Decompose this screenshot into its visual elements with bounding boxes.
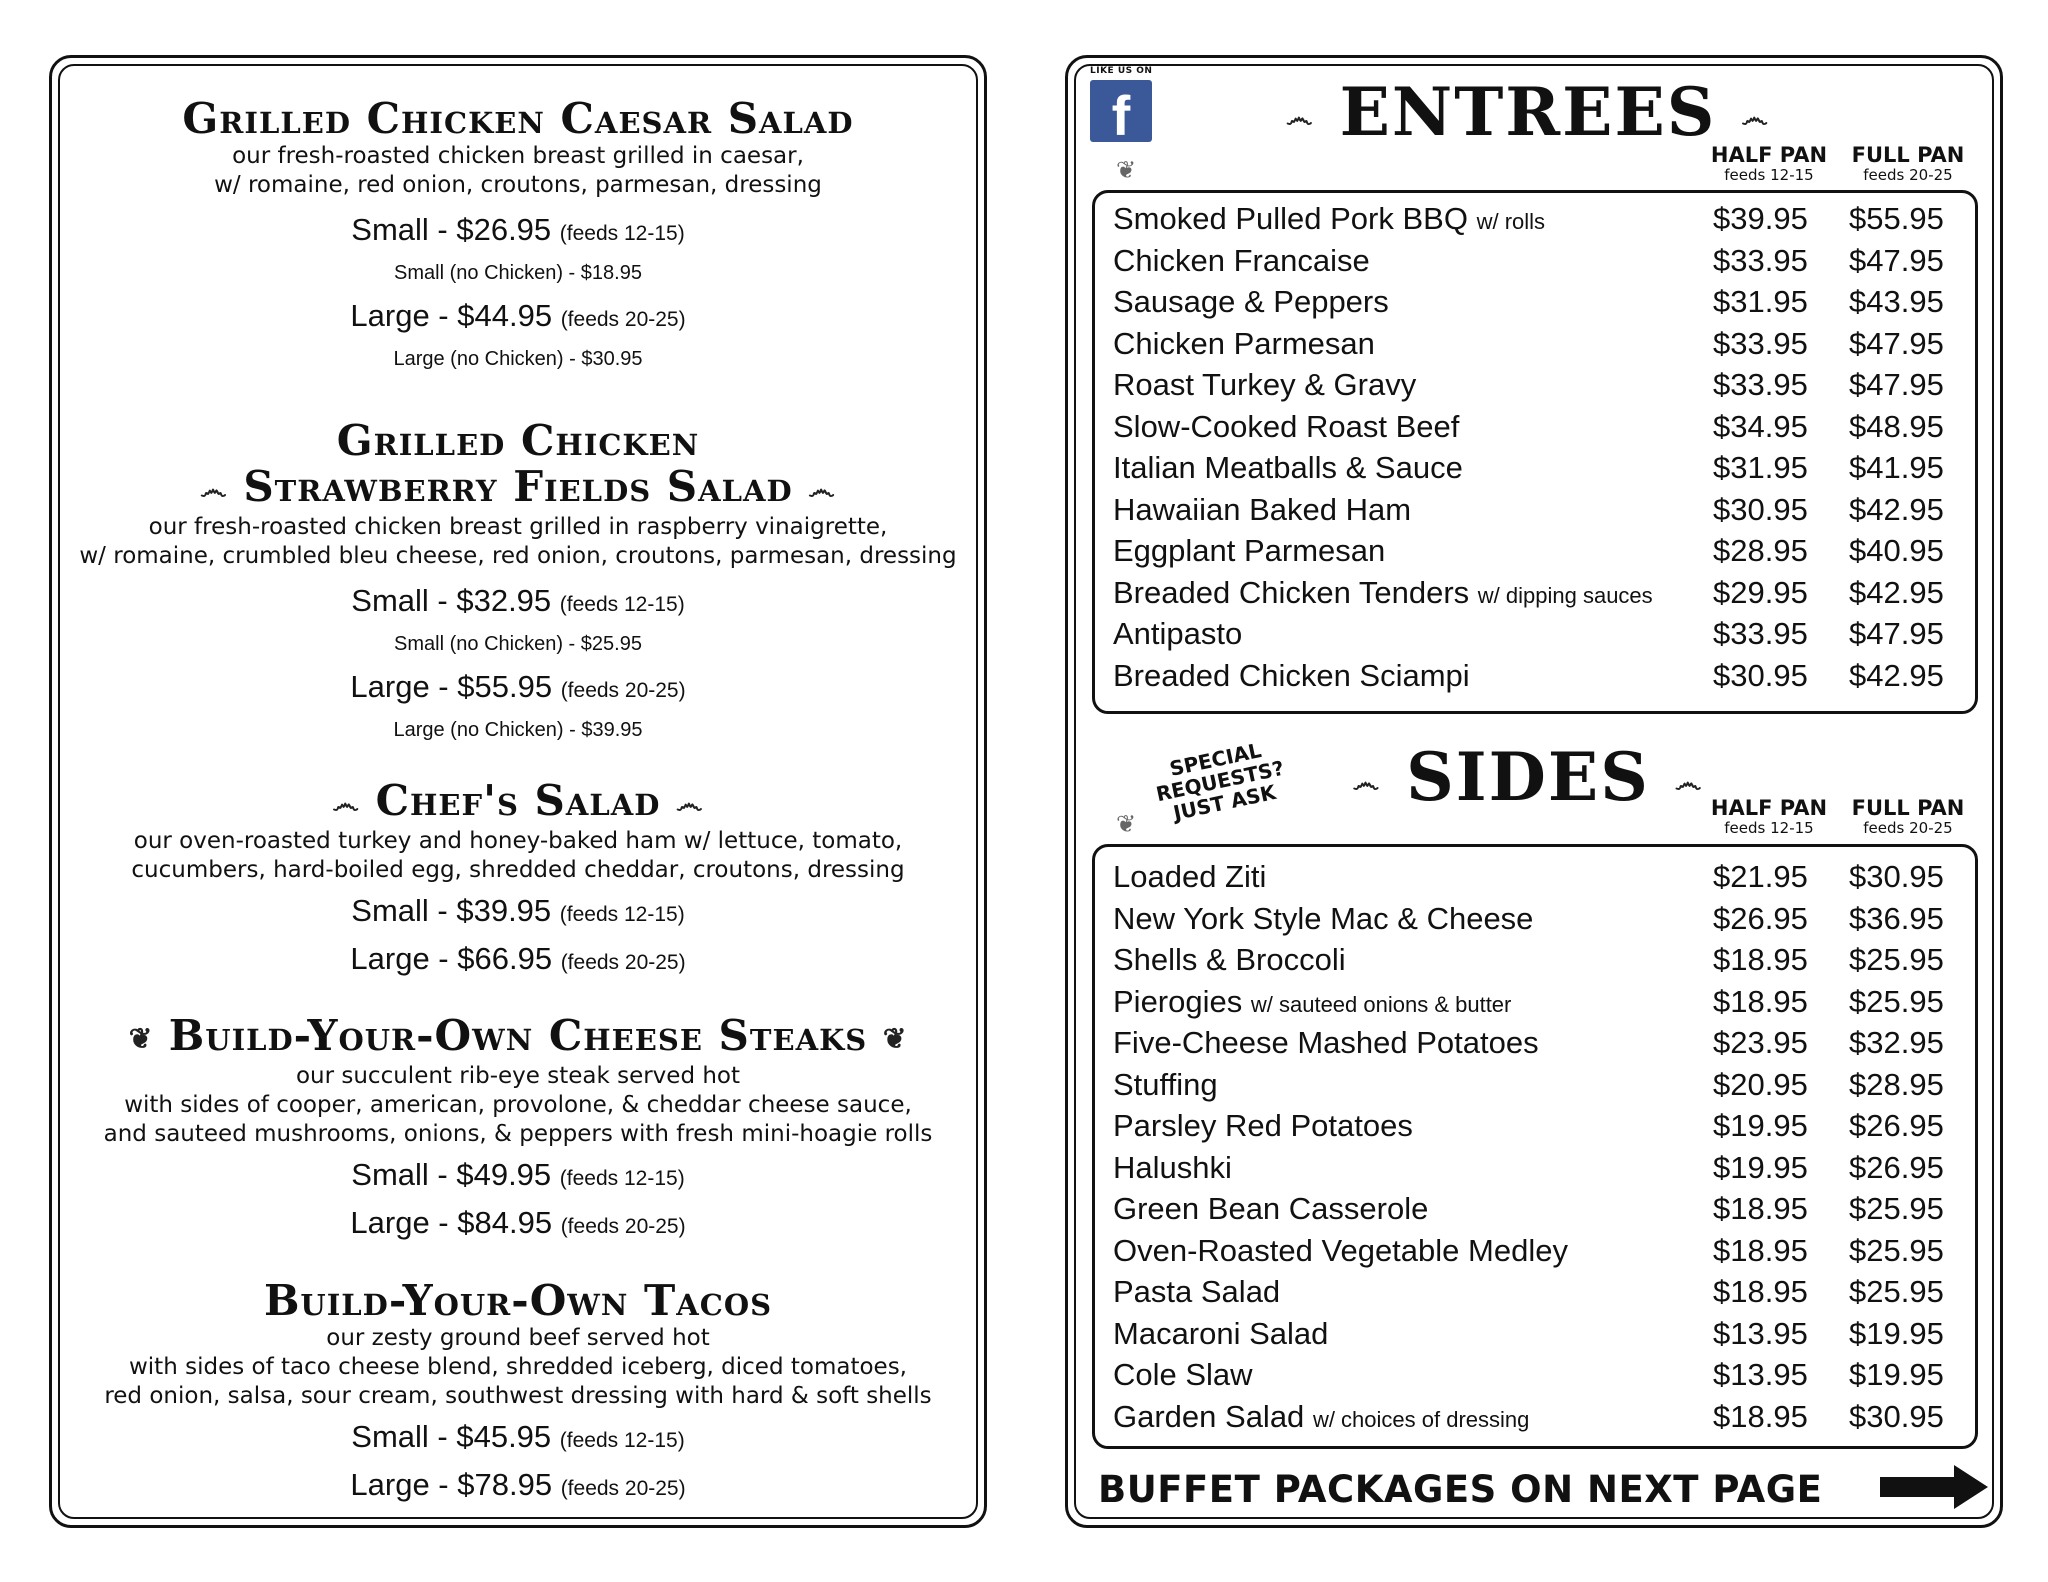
entrees-row (1113, 492, 1963, 533)
entrees-item-label: Chicken Francaise (1113, 242, 1370, 278)
sides-item-label: Cole Slaw (1113, 1357, 1253, 1392)
sides-row (1113, 1108, 1963, 1149)
sides-row (1113, 901, 1963, 942)
sides-item-label: Pasta Salad (1113, 1274, 1281, 1309)
sides-item-label: Parsley Red Potatoes (1113, 1108, 1413, 1143)
flourish-left-icon: ෴ (332, 787, 360, 820)
entrees-item-label: Roast Turkey & Gravy (1113, 367, 1417, 402)
cheese-steaks-desc-2: with sides of cooper, american, provolone, & cheddar cheese sauce, (124, 1092, 912, 1118)
entrees-half-price: $29.95 (1713, 574, 1808, 610)
strawberry-salad-title-2-wrap (52, 464, 984, 513)
sides-full-price: $19.95 (1849, 1315, 1944, 1351)
entrees-row (1113, 201, 1963, 242)
crest-left-icon: ❦ (128, 1022, 154, 1055)
sides-item-name (1113, 901, 1533, 937)
tacos-large-feeds: (feeds 20-25) (560, 1477, 686, 1500)
entrees-item-name (1113, 201, 1545, 237)
entrees-full-price: $42.95 (1849, 491, 1944, 527)
entrees-heading-wrap (1248, 73, 1808, 151)
sides-row (1113, 1357, 1963, 1398)
entrees-item-name (1113, 658, 1470, 694)
chefs-salad-title: Chef's Salad (375, 776, 661, 825)
strawberry-salad-section (52, 418, 984, 749)
tacos-small-price (52, 1417, 984, 1461)
chefs-salad-desc-1: our oven-roasted turkey and honey-baked ham w/ lettuce, tomato, (133, 828, 903, 854)
entrees-full-pan-header (1843, 143, 1973, 183)
chefs-small-price (52, 891, 984, 935)
entrees-row (1113, 616, 1963, 657)
sides-item-label: Halushki (1113, 1149, 1232, 1185)
chefs-salad-title-wrap (52, 778, 984, 827)
facebook-icon[interactable]: f (1090, 80, 1152, 142)
strawberry-large-feeds: (feeds 20-25) (560, 679, 686, 702)
entrees-full-price: $42.95 (1849, 657, 1944, 693)
entrees-heading: ENTREES (1339, 73, 1717, 151)
sides-item-label: Green Bean Casserole (1113, 1191, 1429, 1226)
entrees-full-pan-feeds: feeds 20-25 (1863, 166, 1953, 184)
flourish-left-icon: ෴ (200, 473, 228, 506)
entrees-row (1113, 658, 1963, 699)
entrees-item-label: Chicken Parmesan (1113, 325, 1375, 361)
strawberry-small-no-chicken: Small (no Chicken) - $25.95 (394, 633, 642, 655)
cheese-steaks-title-wrap (52, 1013, 984, 1062)
caesar-small-no-chicken: Small (no Chicken) - $18.95 (394, 262, 642, 284)
flourish-left-icon: ෴ (1352, 766, 1382, 799)
entrees-item-name (1113, 450, 1463, 486)
chefs-salad-desc-2: cucumbers, hard-boiled egg, shredded cheddar, croutons, dressing (131, 857, 905, 883)
sides-item-label: Stuffing (1113, 1066, 1218, 1102)
sides-item-name (1113, 859, 1266, 895)
entrees-item-label: Slow-Cooked Roast Beef (1113, 408, 1460, 444)
sides-item-name (1113, 1357, 1253, 1393)
caesar-large-price (52, 296, 984, 340)
entrees-half-price: $33.95 (1713, 242, 1808, 278)
entrees-full-price: $40.95 (1849, 533, 1944, 568)
entrees-item-name (1113, 409, 1459, 445)
sides-item-label: Oven-Roasted Vegetable Medley (1113, 1232, 1568, 1268)
sides-half-price: $19.95 (1713, 1149, 1808, 1185)
flourish-right-icon: ෴ (808, 473, 836, 506)
entrees-list (1092, 190, 1978, 714)
caesar-small-feeds: (feeds 12-15) (559, 222, 685, 245)
entrees-half-pan-feeds: feeds 12-15 (1724, 166, 1814, 184)
strawberry-salad-title-1: Grilled Chicken (336, 416, 700, 465)
entrees-row (1113, 409, 1963, 450)
caesar-salad-desc-1: our fresh-roasted chicken breast grilled in caesar, (232, 143, 804, 169)
sides-item-name (1113, 1399, 1529, 1435)
entrees-full-price: $47.95 (1849, 616, 1944, 651)
sides-full-price: $36.95 (1849, 900, 1944, 936)
sides-item-note: w/ sauteed onions & butter (1250, 991, 1512, 1017)
cheese-steaks-desc-3: and sauteed mushrooms, onions, & peppers with fresh mini-hoagie rolls (103, 1121, 933, 1147)
chefs-small-feeds: (feeds 12-15) (559, 903, 685, 926)
entrees-full-price: $48.95 (1849, 408, 1944, 444)
sides-half-price: $18.95 (1713, 1398, 1808, 1434)
cheese-steaks-title: Build-Your-Own Cheese Steaks (168, 1011, 868, 1060)
sides-row (1113, 1233, 1963, 1274)
tacos-small-label: Small - $45.95 (351, 1419, 552, 1454)
entrees-item-name (1113, 284, 1389, 320)
caesar-large-no-chicken: Large (no Chicken) - $30.95 (393, 348, 643, 370)
sides-row (1113, 1025, 1963, 1066)
entrees-row (1113, 284, 1963, 325)
sides-full-price: $25.95 (1849, 942, 1944, 977)
sides-half-pan-feeds: feeds 12-15 (1724, 819, 1814, 837)
entrees-half-price: $30.95 (1713, 491, 1808, 527)
sides-half-price: $23.95 (1713, 1025, 1808, 1060)
sides-full-price: $32.95 (1849, 1025, 1944, 1060)
cheese-steaks-small-feeds: (feeds 12-15) (559, 1167, 685, 1190)
entrees-row (1113, 367, 1963, 408)
entrees-half-price: $39.95 (1713, 201, 1808, 236)
caesar-small-price (52, 210, 984, 254)
sides-item-label: Shells & Broccoli (1113, 942, 1346, 977)
entrees-row (1113, 243, 1963, 284)
sides-item-name (1113, 984, 1511, 1020)
entrees-full-pan-label: FULL PAN (1851, 143, 1965, 167)
chefs-large-label: Large - $66.95 (350, 941, 553, 976)
arrow-right-icon[interactable] (1880, 1463, 1990, 1511)
sides-full-price: $25.95 (1849, 1232, 1944, 1268)
sides-half-pan-header (1704, 796, 1834, 836)
special-requests-note: SPECIAL REQUESTS? JUST ASK (1153, 738, 1287, 826)
sides-row (1113, 1150, 1963, 1191)
sides-row (1113, 1274, 1963, 1315)
tacos-title: Build-Your-Own Tacos (263, 1276, 773, 1325)
strawberry-salad-desc-2: w/ romaine, crumbled bleu cheese, red onion, croutons, parmesan, dressing (79, 543, 957, 569)
sides-row (1113, 1191, 1963, 1232)
entrees-half-price: $31.95 (1713, 450, 1808, 485)
cheese-steaks-section (52, 1013, 984, 1247)
flourish-left-icon: ෴ (1286, 101, 1315, 134)
cheese-steaks-large-label: Large - $84.95 (350, 1205, 553, 1240)
sides-half-price: $18.95 (1713, 1274, 1808, 1309)
sides-full-price: $30.95 (1849, 1398, 1944, 1434)
tacos-desc-2: with sides of taco cheese blend, shredded iceberg, diced tomatoes, (128, 1354, 907, 1380)
strawberry-large-price (52, 667, 984, 711)
cheese-steaks-small-price (52, 1155, 984, 1199)
sides-item-name (1113, 1150, 1232, 1186)
chefs-salad-section (52, 778, 984, 983)
sides-full-price: $25.95 (1849, 1191, 1944, 1226)
sides-row (1113, 1316, 1963, 1357)
sides-item-name (1113, 1191, 1428, 1227)
sides-full-pan-label: FULL PAN (1851, 796, 1965, 820)
cheese-steaks-large-price (52, 1203, 984, 1247)
entrees-row (1113, 326, 1963, 367)
tacos-section (52, 1278, 984, 1509)
entrees-item-name (1113, 575, 1653, 611)
sides-item-label: Loaded Ziti (1113, 859, 1267, 894)
sides-full-pan-feeds: feeds 20-25 (1863, 819, 1953, 837)
entrees-row (1113, 575, 1963, 616)
entrees-half-price: $33.95 (1713, 616, 1808, 651)
entrees-full-price: $43.95 (1849, 284, 1944, 319)
entrees-item-label: Sausage & Peppers (1113, 284, 1389, 319)
entrees-item-name (1113, 367, 1416, 403)
strawberry-small-label: Small - $32.95 (351, 583, 552, 618)
entrees-item-name (1113, 616, 1242, 652)
sides-half-price: $18.95 (1713, 983, 1808, 1019)
sides-half-price: $18.95 (1713, 942, 1808, 977)
tacos-desc-1: our zesty ground beef served hot (326, 1325, 710, 1351)
sides-full-price: $19.95 (1849, 1357, 1944, 1392)
crest-right-icon: ❦ (882, 1022, 908, 1055)
sides-list (1092, 844, 1978, 1449)
sides-full-price: $25.95 (1849, 983, 1944, 1019)
sides-row (1113, 1067, 1963, 1108)
sides-item-name (1113, 1067, 1218, 1103)
strawberry-salad-title-2: Strawberry Fields Salad (243, 462, 793, 511)
caesar-large-label: Large - $44.95 (350, 298, 553, 333)
entrees-full-price: $42.95 (1849, 574, 1944, 610)
entrees-item-name (1113, 326, 1375, 362)
sides-item-label: New York Style Mac & Cheese (1113, 900, 1534, 936)
sides-item-label: Garden Salad (1113, 1398, 1305, 1434)
entrees-half-price: $34.95 (1713, 408, 1808, 444)
entrees-item-label: Eggplant Parmesan (1113, 533, 1386, 568)
sides-row (1113, 859, 1963, 900)
sides-full-price: $25.95 (1849, 1274, 1944, 1309)
entrees-half-price: $33.95 (1713, 325, 1808, 361)
entrees-full-price: $55.95 (1849, 201, 1944, 236)
entrees-item-name (1113, 492, 1411, 528)
sides-half-price: $18.95 (1713, 1232, 1808, 1268)
tacos-large-price (52, 1465, 984, 1509)
entrees-half-pan-header (1704, 143, 1834, 183)
chefs-small-label: Small - $39.95 (351, 893, 552, 928)
entrees-item-note: w/ dipping sauces (1477, 582, 1653, 608)
sides-half-price: $18.95 (1713, 1191, 1808, 1226)
sides-half-pan-label: HALF PAN (1710, 796, 1828, 820)
entrees-item-label: Italian Meatballs & Sauce (1113, 450, 1463, 485)
sides-item-name (1113, 1025, 1539, 1061)
sides-item-name (1113, 942, 1346, 978)
entrees-full-price: $47.95 (1849, 367, 1944, 402)
entrees-item-name (1113, 243, 1370, 279)
entrees-item-label: Antipasto (1113, 616, 1243, 651)
sides-full-pan-header (1843, 796, 1973, 836)
caesar-salad-title: Grilled Chicken Caesar Salad (182, 94, 854, 143)
entrees-half-price: $28.95 (1713, 533, 1808, 568)
strawberry-small-feeds: (feeds 12-15) (559, 593, 685, 616)
entrees-item-name (1113, 533, 1385, 569)
flourish-right-icon: ෴ (676, 787, 704, 820)
sides-heading: SIDES (1406, 738, 1650, 816)
entrees-half-price: $30.95 (1713, 657, 1808, 693)
entrees-full-price: $47.95 (1849, 242, 1944, 278)
sides-row (1113, 984, 1963, 1025)
flourish-right-icon: ෴ (1741, 101, 1770, 134)
sides-item-name (1113, 1316, 1328, 1352)
caesar-large-feeds: (feeds 20-25) (560, 308, 686, 331)
salads-panel (49, 55, 987, 1528)
sides-half-price: $19.95 (1713, 1108, 1808, 1143)
tacos-large-label: Large - $78.95 (350, 1467, 553, 1502)
entrees-item-label: Breaded Chicken Sciampi (1113, 657, 1470, 693)
entrees-half-price: $31.95 (1713, 284, 1808, 319)
entrees-item-label: Hawaiian Baked Ham (1113, 491, 1412, 527)
tacos-desc-3: red onion, salsa, sour cream, southwest dressing with hard & soft shells (104, 1383, 932, 1409)
caesar-small-label: Small - $26.95 (351, 212, 552, 247)
caesar-salad-desc-2: w/ romaine, red onion, croutons, parmesan, dressing (214, 172, 822, 198)
strawberry-large-no-chicken: Large (no Chicken) - $39.95 (393, 719, 643, 741)
sides-item-label: Macaroni Salad (1113, 1315, 1329, 1351)
sides-full-price: $26.95 (1849, 1108, 1944, 1143)
cheese-steaks-large-feeds: (feeds 20-25) (560, 1215, 686, 1238)
chefs-large-feeds: (feeds 20-25) (560, 951, 686, 974)
entrees-sides-panel (1065, 55, 2003, 1528)
strawberry-salad-desc-1: our fresh-roasted chicken breast grilled in raspberry vinaigrette, (148, 514, 888, 540)
crest-icon: ❦ (1116, 156, 1137, 184)
sides-half-price: $21.95 (1713, 859, 1808, 894)
sides-half-price: $20.95 (1713, 1066, 1808, 1102)
sides-item-name (1113, 1233, 1568, 1269)
entrees-item-label: Breaded Chicken Tenders (1113, 574, 1470, 610)
entrees-row (1113, 533, 1963, 574)
sides-item-note: w/ choices of dressing (1312, 1406, 1530, 1432)
sides-half-price: $26.95 (1713, 900, 1808, 936)
sides-item-label: Five-Cheese Mashed Potatoes (1113, 1025, 1539, 1060)
chefs-large-price (52, 939, 984, 983)
entrees-half-pan-label: HALF PAN (1710, 143, 1828, 167)
sides-half-price: $13.95 (1713, 1315, 1808, 1351)
strawberry-small-price (52, 581, 984, 625)
sides-full-price: $26.95 (1849, 1149, 1944, 1185)
strawberry-large-label: Large - $55.95 (350, 669, 553, 704)
entrees-full-price: $41.95 (1849, 450, 1944, 485)
sides-full-price: $28.95 (1849, 1066, 1944, 1102)
sides-row (1113, 942, 1963, 983)
sides-item-label: Pierogies (1113, 983, 1243, 1019)
entrees-row (1113, 450, 1963, 491)
buffet-packages-link[interactable]: BUFFET PACKAGES ON NEXT PAGE (1098, 1468, 1823, 1511)
cheese-steaks-desc-1: our succulent rib-eye steak served hot (295, 1063, 741, 1089)
cheese-steaks-small-label: Small - $49.95 (351, 1157, 552, 1192)
sides-half-price: $13.95 (1713, 1357, 1808, 1392)
sides-row (1113, 1399, 1963, 1440)
facebook-label: LIKE US ON (1090, 66, 1153, 76)
tacos-small-feeds: (feeds 12-15) (559, 1429, 685, 1452)
entrees-half-price: $33.95 (1713, 367, 1808, 402)
entrees-item-note: w/ rolls (1476, 209, 1546, 234)
sides-item-name (1113, 1108, 1413, 1144)
caesar-salad-section (52, 96, 984, 378)
sides-heading-wrap (1308, 738, 1748, 816)
flourish-right-icon: ෴ (1674, 766, 1704, 799)
crest-icon: ❦ (1116, 810, 1137, 838)
entrees-item-label: Smoked Pulled Pork BBQ (1113, 201, 1468, 236)
entrees-full-price: $47.95 (1849, 325, 1944, 361)
sides-item-name (1113, 1274, 1280, 1310)
sides-full-price: $30.95 (1849, 859, 1944, 894)
